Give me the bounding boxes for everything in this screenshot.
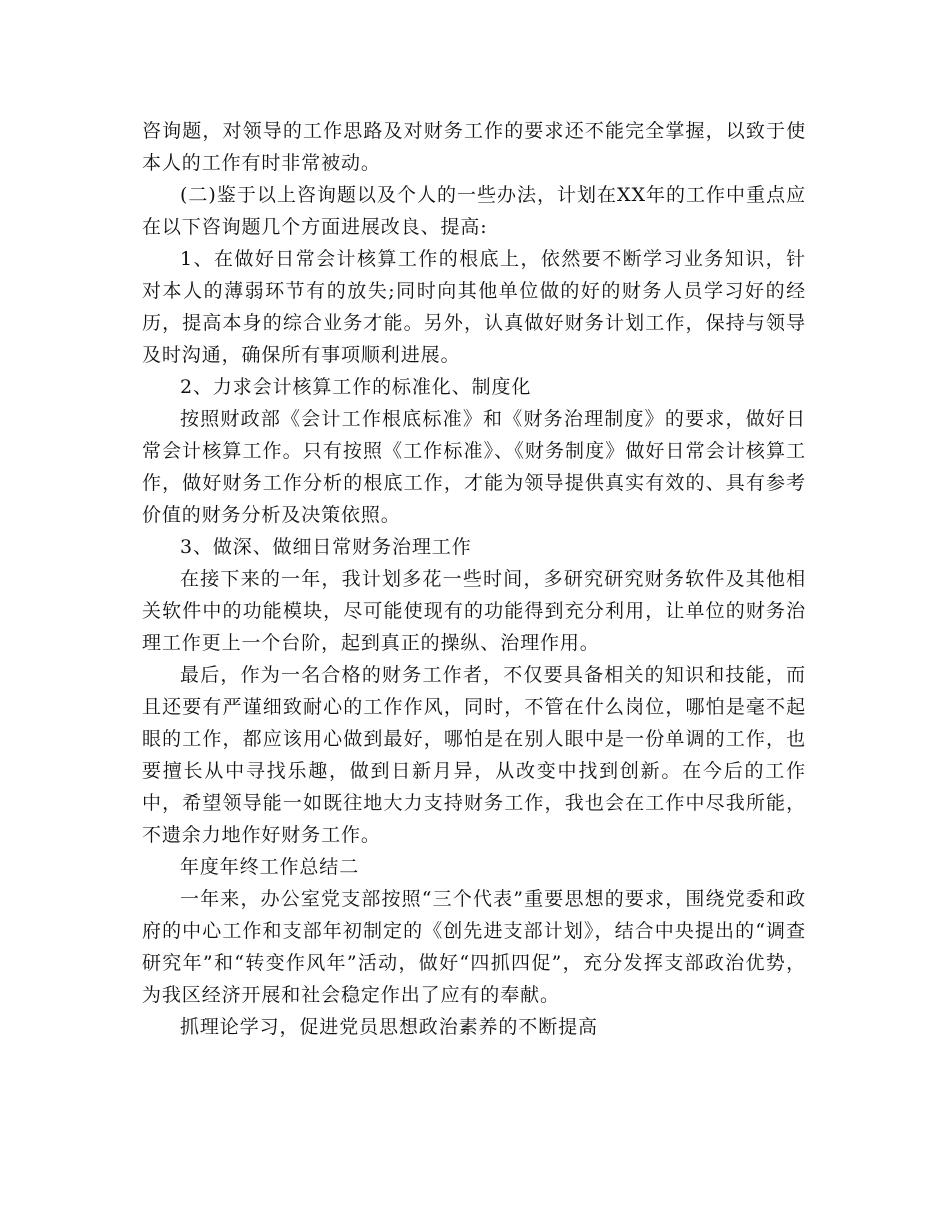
paragraph-plan-intro: (二)鉴于以上咨询题以及个人的一些办法，计划在XX年的工作中重点应在以下咨询题几个方面进展改良、提高: (142, 184, 806, 238)
paragraph-item-3-heading: 3、做深、做细日常财务治理工作 (180, 536, 472, 558)
paragraph-item-2-heading: 2、力求会计核算工作的标准化、制度化 (180, 376, 532, 398)
paragraph-item-1: 1、在做好日常会计核算工作的根底上，依然要不断学习业务知识，针对本人的薄弱环节有的放失;同时向其他单位做的好的财务人员学习好的经历，提高本身的综合业务才能。另外，认真做好财务计划工作，保持与领导及时沟通，确保所有事项顺利进展。 (142, 248, 806, 366)
document-page (142, 115, 806, 1043)
paragraph-summary-two-intro: 一年来，办公室党支部按照“三个代表”重要思想的要求，围绕党委和政府的中心工作和支部年初制定的《创先进支部计划》，结合中央提出的“调查研究年”和“转变作风年”活动，做好“四抓四促”，充分发挥支部政治优势，为我区经济开展和社会稳定作出了应有的奉献。 (142, 888, 806, 1006)
paragraph-item-2-body: 按照财政部《会计工作根底标准》和《财务治理制度》的要求，做好日常会计核算工作。只有按照《工作标准》、《财务制度》做好日常会计核算工作，做好财务工作分析的根底工作，才能为领导提供真实有效的、具有参考价值的财务分析及决策依照。 (142, 408, 806, 526)
paragraph-item-3-body: 在接下来的一年，我计划多花一些时间，多研究研究财务软件及其他相关软件中的功能模块，尽可能使现有的功能得到充分利用，让单位的财务治理工作更上一个台阶，起到真正的操纵、治理作用。 (142, 568, 806, 654)
paragraph-conclusion: 最后，作为一名合格的财务工作者，不仅要具备相关的知识和技能，而且还要有严谨细致耐心的工作作风，同时，不管在什么岗位，哪怕是毫不起眼的工作，都应该用心做到最好，哪怕是在别人眼中是一份单调的工作，也要擅长从中寻找乐趣，做到日新月异，从改变中找到创新。在今后的工作中，希望领导能一如既往地大力支持财务工作，我也会在工作中尽我所能，不遗余力地作好财务工作。 (142, 664, 806, 846)
paragraph-theory-study-heading: 抓理论学习，促进党员思想政治素养的不断提高 (180, 1016, 598, 1038)
paragraph-continuation: 咨询题，对领导的工作思路及对财务工作的要求还不能完全掌握，以致于使本人的工作有时非常被动。 (142, 120, 806, 174)
section-title-summary-two: 年度年终工作总结二 (180, 856, 360, 878)
